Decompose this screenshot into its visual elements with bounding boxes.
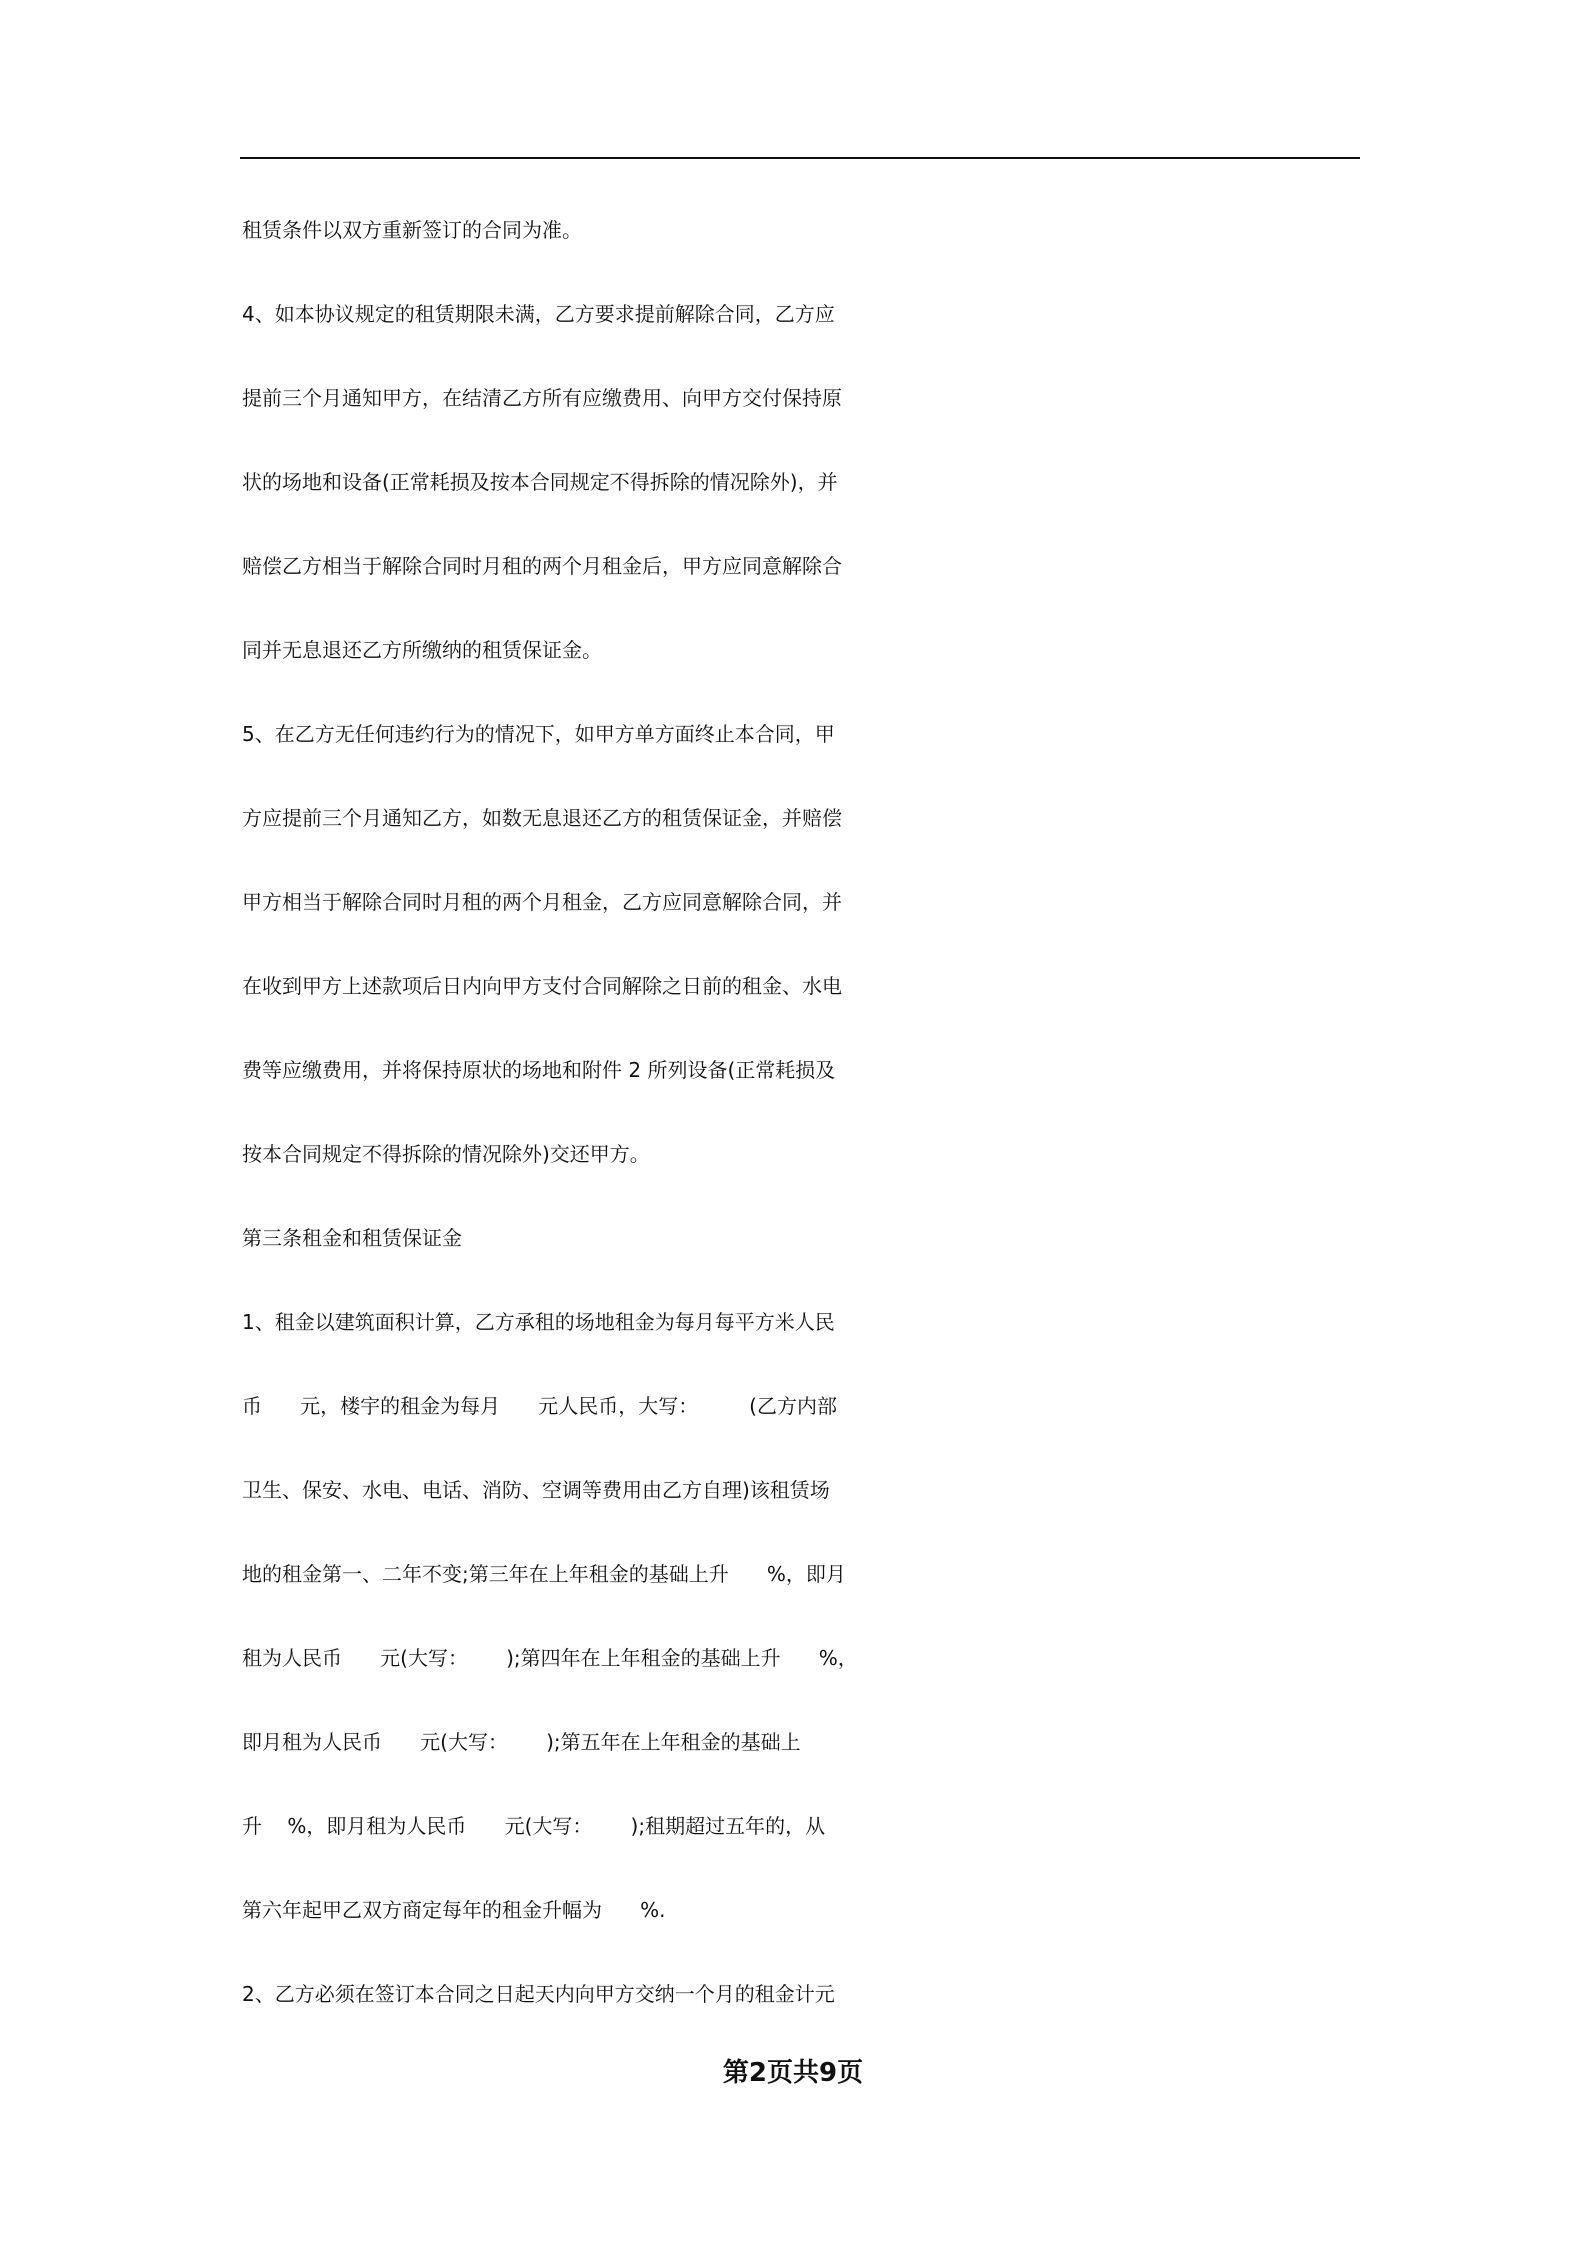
text-line: 租为人民币 元(大写： );第四年在上年租金的基础上升 %， [242,1646,858,1670]
text-line: 租赁条件以双方重新签订的合同为准。 [242,218,582,242]
text-line: 5、在乙方无任何违约行为的情况下，如甲方单方面终止本合同，甲 [242,722,835,746]
text-line: 按本合同规定不得拆除的情况除外)交还甲方。 [242,1142,650,1166]
text-line: 升 %，即月租为人民币 元(大写： );租期超过五年的，从 [242,1814,826,1838]
text-line: 4、如本协议规定的租赁期限未满，乙方要求提前解除合同，乙方应 [242,302,835,326]
text-line: 地的租金第一、二年不变;第三年在上年租金的基础上升 %，即月 [242,1562,846,1586]
text-line: 费等应缴费用，并将保持原状的场地和附件 2 所列设备(正常耗损及 [242,1058,836,1082]
text-line: 方应提前三个月通知乙方，如数无息退还乙方的租赁保证金，并赔偿 [242,806,842,830]
section-heading: 第三条租金和租赁保证金 [242,1226,462,1250]
text-line: 在收到甲方上述款项后日内向甲方支付合同解除之日前的租金、水电 [242,974,842,998]
text-line: 第六年起甲乙双方商定每年的租金升幅为 %. [242,1898,666,1922]
text-line: 甲方相当于解除合同时月租的两个月租金，乙方应同意解除合同，并 [242,890,842,914]
document-body [242,188,1362,2036]
page-number: 第2页共9页 [722,2058,864,2088]
text-line: 即月租为人民币 元(大写： );第五年在上年租金的基础上 [242,1730,801,1754]
text-line: 卫生、保安、水电、电话、消防、空调等费用由乙方自理)该租赁场 [242,1478,830,1502]
header-divider [240,157,1360,159]
text-line: 币 元，楼宇的租金为每月 元人民币，大写： (乙方内部 [242,1394,837,1418]
text-line: 状的场地和设备(正常耗损及按本合同规定不得拆除的情况除外)，并 [242,470,838,494]
text-line: 赔偿乙方相当于解除合同时月租的两个月租金后，甲方应同意解除合 [242,554,842,578]
text-line: 提前三个月通知甲方，在结清乙方所有应缴费用、向甲方交付保持原 [242,386,842,410]
text-line: 2、乙方必须在签订本合同之日起天内向甲方交纳一个月的租金计元 [242,1982,835,2006]
text-line: 1、租金以建筑面积计算，乙方承租的场地租金为每月每平方米人民 [242,1310,835,1334]
text-line: 同并无息退还乙方所缴纳的租赁保证金。 [242,638,602,662]
